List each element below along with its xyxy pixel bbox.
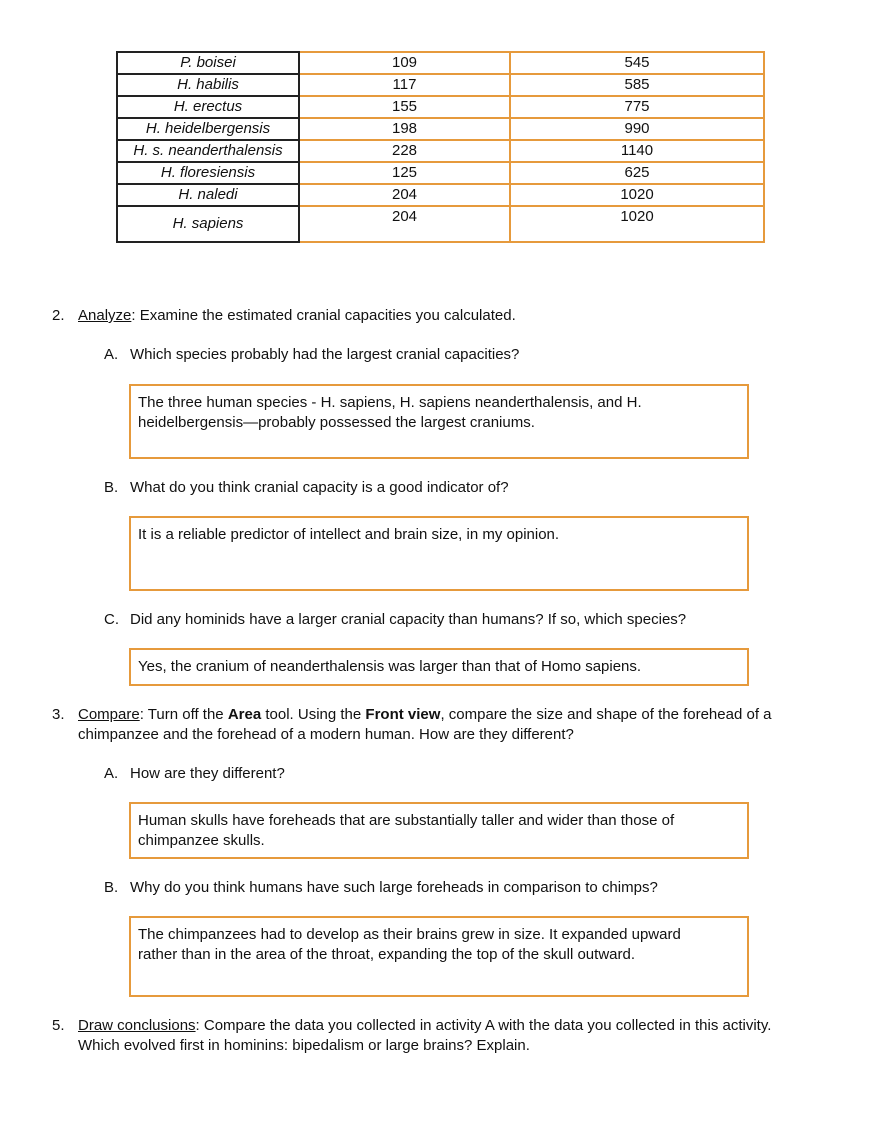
table-row xyxy=(117,74,764,96)
answer-line: chimpanzee skulls. xyxy=(138,832,265,849)
value-cell[interactable]: 204 xyxy=(299,206,510,242)
question-label: Draw conclusions xyxy=(78,1017,196,1034)
species-cell: H. s. neanderthalensis xyxy=(117,140,299,162)
sub-question: Did any hominids have a larger cranial capacity than humans? If so, which species? xyxy=(130,611,687,628)
table-row xyxy=(117,184,764,206)
question-text: : Examine the estimated cranial capacities you calculated. xyxy=(131,307,516,324)
answer-box-2c[interactable] xyxy=(129,648,749,686)
species-cell: H. heidelbergensis xyxy=(117,118,299,140)
capacity-cell[interactable]: 1140 xyxy=(510,140,764,162)
question-number: 5. xyxy=(52,1017,65,1034)
value-cell[interactable]: 125 xyxy=(299,162,510,184)
question-text: , compare the size and shape of the forehead of a xyxy=(440,706,772,723)
answer-line: Human skulls have foreheads that are substantially taller and wider than those of xyxy=(138,812,675,829)
answer-box-2a[interactable] xyxy=(129,384,749,459)
capacity-cell[interactable]: 585 xyxy=(510,74,764,96)
answer-line: Yes, the cranium of neanderthalensis was larger than that of Homo sapiens. xyxy=(138,658,642,675)
question-text: chimpanzee and the forehead of a modern human. How are they different? xyxy=(78,726,574,743)
value-cell[interactable]: 204 xyxy=(299,184,510,206)
sub-question: How are they different? xyxy=(130,765,285,782)
question-label: Analyze xyxy=(78,307,132,324)
question-text: tool. Using the xyxy=(261,706,366,723)
table-row xyxy=(117,206,764,242)
question-label: Compare xyxy=(78,706,140,723)
species-cell: H. naledi xyxy=(117,184,299,206)
sub-letter: A. xyxy=(104,346,119,363)
table-row xyxy=(117,140,764,162)
question-text: : Compare the data you collected in activity A with the data you collected in this activity. xyxy=(195,1017,772,1034)
answer-line: The chimpanzees had to develop as their brains grew in size. It expanded upward xyxy=(138,926,681,943)
cranial-capacity-table xyxy=(116,51,765,243)
value-cell[interactable]: 228 xyxy=(299,140,510,162)
answer-box-2b[interactable] xyxy=(129,516,749,591)
capacity-cell[interactable]: 1020 xyxy=(510,184,764,206)
capacity-cell[interactable]: 625 xyxy=(510,162,764,184)
species-cell: H. floresiensis xyxy=(117,162,299,184)
capacity-cell[interactable]: 990 xyxy=(510,118,764,140)
sub-letter: A. xyxy=(104,765,119,782)
answer-line: It is a reliable predictor of intellect and brain size, in my opinion. xyxy=(138,526,560,543)
table-row xyxy=(117,52,764,74)
species-cell: H. sapiens xyxy=(117,206,299,242)
value-cell[interactable]: 155 xyxy=(299,96,510,118)
question-number: 2. xyxy=(52,307,65,324)
value-cell[interactable]: 117 xyxy=(299,74,510,96)
sub-letter: C. xyxy=(104,611,119,628)
capacity-cell[interactable]: 775 xyxy=(510,96,764,118)
front-view-label: Front view xyxy=(365,706,441,723)
answer-box-3a[interactable] xyxy=(129,802,749,859)
question-text: Which evolved first in hominins: bipedalism or large brains? Explain. xyxy=(78,1037,530,1054)
area-tool-label: Area xyxy=(227,706,262,723)
table-row xyxy=(117,162,764,184)
value-cell[interactable]: 198 xyxy=(299,118,510,140)
capacity-cell[interactable]: 545 xyxy=(510,52,764,74)
species-cell: H. erectus xyxy=(117,96,299,118)
sub-question: Which species probably had the largest cranial capacities? xyxy=(130,346,520,363)
question-number: 3. xyxy=(52,706,65,723)
species-cell: P. boisei xyxy=(117,52,299,74)
question-text: : Turn off the xyxy=(139,706,228,723)
answer-line: heidelbergensis—probably possessed the largest craniums. xyxy=(138,414,535,431)
table-row xyxy=(117,96,764,118)
answer-line: rather than in the area of the throat, expanding the top of the skull outward. xyxy=(138,946,635,963)
sub-letter: B. xyxy=(104,479,119,496)
answer-line: The three human species - H. sapiens, H. sapiens neanderthalensis, and H. xyxy=(138,394,642,411)
value-cell[interactable]: 109 xyxy=(299,52,510,74)
sub-question: What do you think cranial capacity is a good indicator of? xyxy=(130,479,509,496)
table-row xyxy=(117,118,764,140)
species-cell: H. habilis xyxy=(117,74,299,96)
sub-letter: B. xyxy=(104,879,119,896)
capacity-cell[interactable]: 1020 xyxy=(510,206,764,242)
answer-box-3b[interactable] xyxy=(129,916,749,997)
sub-question: Why do you think humans have such large foreheads in comparison to chimps? xyxy=(130,879,658,896)
